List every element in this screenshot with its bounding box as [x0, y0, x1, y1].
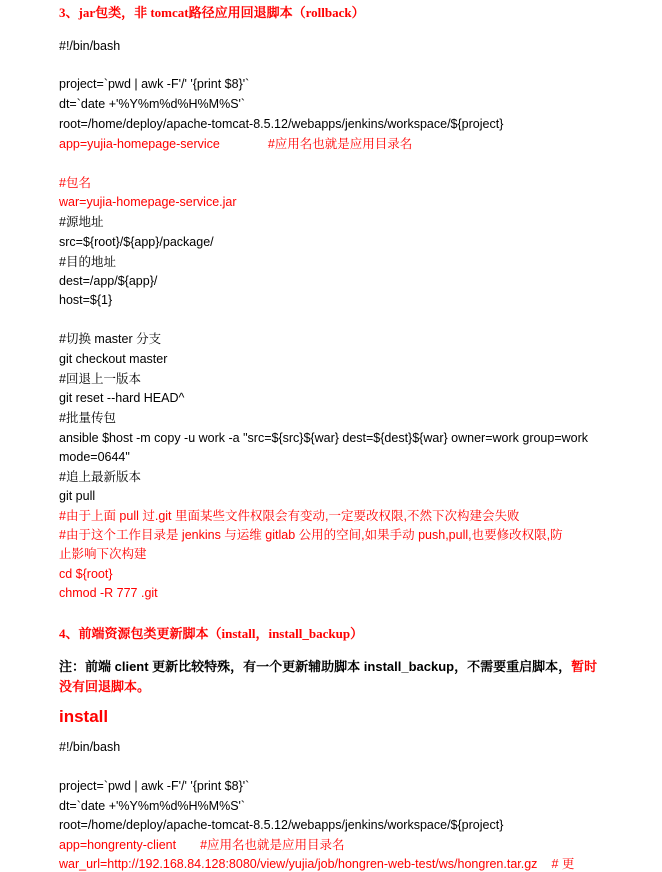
cd-line: cd ${root} [59, 567, 113, 581]
app-comment: #应用名也就是应用目录名 [267, 137, 413, 151]
batch-comment: #批量传包 [59, 411, 116, 425]
reset-line: git reset --hard HEAD^ [59, 391, 185, 405]
src-comment: #源地址 [59, 215, 104, 229]
section4-note [59, 657, 599, 697]
note-text: 注：前端 client 更新比较特殊，有一个更新辅助脚本 install_backup，不需要重启脚本， [59, 659, 572, 674]
section3-heading: 3、jar包类，非 tomcat路径应用回退脚本（rollback） [59, 5, 365, 20]
src-line: src=${root}/${app}/package/ [59, 235, 214, 249]
war-url: war_url=http://192.168.84.128:8080/view/yujia/job/hongren-web-test/ws/hongren.tar.gz [59, 857, 538, 871]
dest-line: dest=/app/${app}/ [59, 274, 158, 288]
install-app-assignment: app=hongrenty-client [59, 838, 177, 852]
app-assignment: app=yujia-homepage-service [59, 137, 220, 151]
rollback-comment: #回退上一版本 [59, 372, 141, 386]
permission-comment: #由于上面 pull 过.git 里面某些文件权限会有变动,一定要改权限,不然下次构建会失败 [59, 509, 520, 523]
note-warning: 暂时没有回退脚本。 [59, 659, 598, 694]
install-root-line: root=/home/deploy/apache-tomcat-8.5.12/webapps/jenkins/workspace/${project} [59, 818, 504, 832]
install-app-line [59, 837, 345, 853]
switch-comment: #切换 master 分支 [59, 332, 162, 346]
war-url-comment: # 更 [551, 857, 575, 871]
install-shebang: #!/bin/bash [59, 740, 121, 754]
workspace-comment-1: #由于这个工作目录是 jenkins 与运维 gitlab 公用的空间,如果手动 push,pull,也要修改权限,防 [59, 528, 563, 542]
install-dt-line: dt=`date +'%Y%m%d%H%M%S'` [59, 799, 246, 813]
pull-comment: #追上最新版本 [59, 470, 141, 484]
project-line: project=`pwd | awk -F'/' '{print $8}'` [59, 77, 250, 91]
ansible-line-1: ansible $host -m copy -u work -a "src=${src}${war} dest=${dest}${war} owner=work group=work [59, 431, 589, 445]
install-app-comment: #应用名也就是应用目录名 [200, 838, 345, 852]
pull-line: git pull [59, 489, 96, 503]
chmod-line: chmod -R 777 .git [59, 586, 158, 600]
app-line [59, 136, 412, 152]
workspace-comment-2: 止影响下次构建 [59, 547, 147, 561]
checkout-line: git checkout master [59, 352, 168, 366]
shebang-line: #!/bin/bash [59, 39, 121, 53]
install-title: install [59, 707, 109, 726]
dest-comment: #目的地址 [59, 255, 116, 269]
root-line: root=/home/deploy/apache-tomcat-8.5.12/webapps/jenkins/workspace/${project} [59, 117, 504, 131]
install-project-line: project=`pwd | awk -F'/' '{print $8}'` [59, 779, 250, 793]
install-war-url-line [59, 856, 574, 872]
host-line: host=${1} [59, 293, 113, 307]
package-comment: #包名 [59, 176, 91, 190]
dt-line: dt=`date +'%Y%m%d%H%M%S'` [59, 97, 246, 111]
section4-heading: 4、前端资源包类更新脚本（install，install_backup） [59, 626, 364, 641]
ansible-line-2: mode=0644" [59, 450, 130, 464]
war-line: war=yujia-homepage-service.jar [59, 195, 237, 209]
